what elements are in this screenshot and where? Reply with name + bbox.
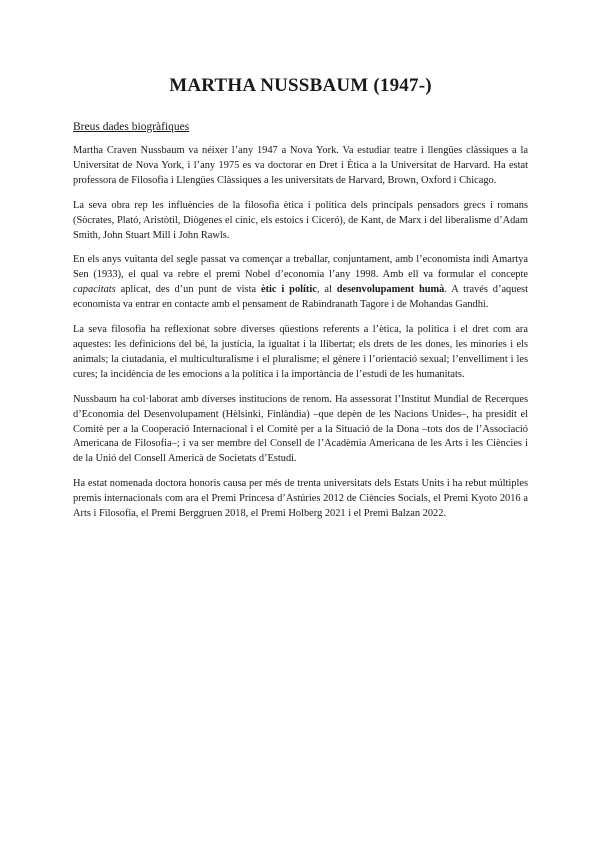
section-heading: Breus dades biogràfiques <box>73 121 190 133</box>
page-title: MARTHA NUSSBAUM (1947-) <box>169 75 432 96</box>
paragraph-capabilities-text-2: aplicat, des d’un punt de vista <box>115 284 261 296</box>
paragraph-institutions: Nussbaum ha col·laborat amb diverses institucions de renom. Ha assessorat l’Institut Mundial de Recerques d’Economia del Desenvolupament (Hèlsinki, Finlàndia) –que depèn de les Nacions Unides–, ha presidit el Comitè per a la Cooperació Internacional i el Comitè per a la Situació de la Dona –tots dos de l’Associació Americana de Filosofia–; i va ser membre del Consell de l’Acadèmia Americana de les Arts i les Ciències i de la Unió del Consell Americà de Societats d’Estudi. <box>73 393 528 465</box>
document-page <box>73 0 528 522</box>
paragraph-capabilities <box>73 253 528 313</box>
term-desenvolupament-huma: desenvolupament humà <box>336 284 445 296</box>
term-etic-politic: ètic i polític <box>260 284 317 296</box>
paragraph-biography: Martha Craven Nussbaum va néixer l’any 1947 a Nova York. Va estudiar teatre i llengües clàssiques a la Universitat de Nova York, i l’any 1975 es va doctorar en Dret i Ètica a la Universitat de Harvard. Ha estat professora de Filosofia i Llengües Clàssiques a les universitats de Harvard, Brown, Oxford i Chicago. <box>73 145 528 186</box>
paragraph-capabilities-text-1: En els anys vuitanta del segle passat va començar a treballar, conjuntament, amb l’economista indi Amartya Sen (1933), el qual va rebre el premi Nobel d’economia l’any 1998. Amb ell va formular el concepte <box>73 254 528 281</box>
term-capacitats: capacitats <box>73 284 116 296</box>
paragraph-capabilities-text-3: , al <box>316 284 337 296</box>
paragraph-capabilities-text-4: . A través d’aquest economista va entrar en contacte amb el pensament de Rabindranath Tagore i de Mohandas Gandhi. <box>73 284 528 311</box>
paragraph-philosophy: La seva filosofia ha reflexionat sobre diverses qüestions referents a l’ètica, la política i el dret com ara aquestes: les definicions del bé, la justícia, la igualtat i la llibertat; els drets de les dones, les minories i els animals; la ciutadania, el multiculturalisme i el pluralisme; el gènere i l’orientació sexual; l’envelliment i les cures; la incidència de les emocions a la política i la importància de l’estudi de les humanitats. <box>73 324 528 380</box>
paragraph-influences: La seva obra rep les influències de la filosofia ètica i política dels principals pensadors grecs i romans (Sòcrates, Plató, Aristòtil, Diògenes el cínic, els estoics i Ciceró), de Kant, de Marx i del liberalisme d’Adam Smith, John Stuart Mill i John Rawls. <box>73 199 528 241</box>
paragraph-awards: Ha estat nomenada doctora honoris causa per més de trenta universitats dels Estats Units i ha rebut múltiples premis internacionals com ara el Premi Princesa d’Astúries 2012 de Ciències Socials, el Premi Kyoto 2016 a Arts i Filosofia, el Premi Berggruen 2018, el Premi Holberg 2021 i el Premi Balzan 2022. <box>73 478 528 520</box>
